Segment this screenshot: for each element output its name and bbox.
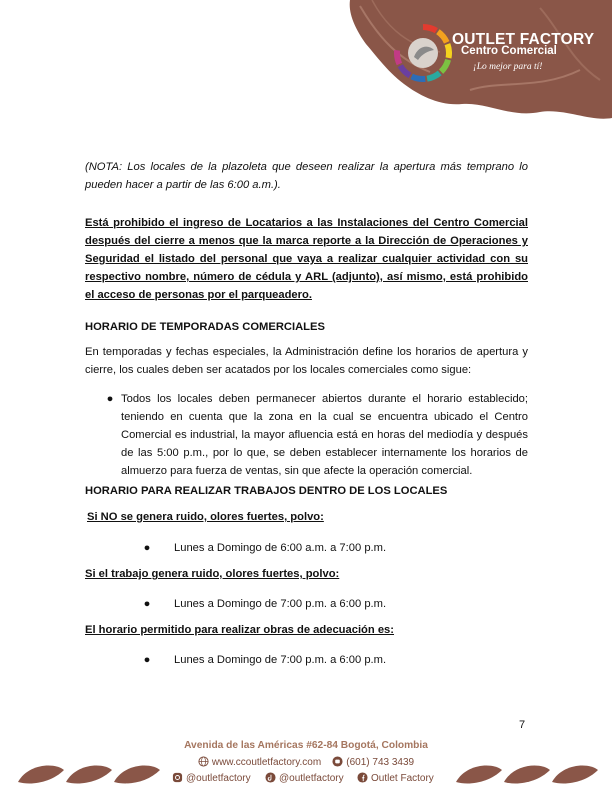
- seasonal-bullet: [103, 390, 528, 480]
- facebook-handle: Outlet Factory: [371, 773, 434, 784]
- tiktok-icon: [265, 772, 276, 783]
- prohibition-paragraph: Está prohibido el ingreso de Locatarios a las Instalaciones del Centro Comercial después del cierre a menos que la marca reporte a la Dirección de Operaciones y Seguridad el listado del personal que vaya a realizar cualquier actividad con su respectivo nombre, número de cédula y ARL (adjunto), así mismo, está prohibido el acceso de personas por el parqueadero.: [85, 217, 528, 301]
- brand-name: OUTLET FACTORY: [452, 31, 595, 48]
- footer-address: Avenida de las Américas #62-84 Bogotá, Colombia: [184, 740, 428, 751]
- no-noise-schedule-text: Lunes a Domingo de 6:00 a.m. a 7:00 p.m.: [174, 542, 387, 554]
- adecuacion-schedule-text: Lunes a Domingo de 7:00 p.m. a 6:00 p.m.: [174, 654, 387, 666]
- page-number: 7: [519, 719, 526, 731]
- footer-leaves-right: [452, 760, 612, 788]
- footer-website[interactable]: www.ccoutletfactory.com: [211, 757, 322, 768]
- note-paragraph: (NOTA: Los locales de la plazoleta que deseen realizar la apertura más temprano lo pueden hacer a partir de las 6:00 a.m.).: [85, 161, 528, 191]
- facebook-icon: [357, 772, 368, 783]
- bullet-glyph: ●: [143, 598, 151, 610]
- header-leaf-decoration: [0, 0, 612, 160]
- tiktok-handle: @outletfactory: [279, 773, 344, 784]
- no-noise-label: Si NO se genera ruido, olores fuertes, polvo:: [87, 511, 324, 523]
- seasonal-intro: En temporadas y fechas especiales, la Administración define los horarios de apertura y cierre, los cuales deben ser acatados por los locales comerciales como sigue:: [85, 346, 528, 376]
- adecuacion-label: El horario permitido para realizar obras de adecuación es:: [85, 624, 395, 636]
- footer-facebook[interactable]: [357, 772, 434, 784]
- footer-tiktok[interactable]: [265, 772, 344, 784]
- globe-icon: [198, 756, 209, 767]
- bullet-glyph: ●: [143, 654, 151, 666]
- phone-icon: [332, 756, 343, 767]
- footer-leaves-left: [14, 760, 174, 788]
- works-heading: HORARIO PARA REALIZAR TRABAJOS DENTRO DE LOS LOCALES: [85, 485, 448, 497]
- noise-schedule-text: Lunes a Domingo de 7:00 p.m. a 6:00 p.m.: [174, 598, 387, 610]
- instagram-handle: @outletfactory: [186, 773, 251, 784]
- seasonal-bullet-text: Todos los locales deben permanecer abiertos durante el horario establecido; teniendo en cuenta que la zona en la cual se encuentra ubicado el Centro Comercial es industrial, la mayor afluencia está en horas del mediodía y después de las 5:00 p.m., por lo que, se deben establecer internamente los horarios de almuerzo para fuerza de ventas, sin que afecte la operación comercial.: [121, 393, 528, 477]
- brand-subtitle: Centro Comercial: [461, 45, 557, 57]
- footer-instagram[interactable]: [172, 772, 251, 784]
- instagram-icon: [172, 772, 183, 783]
- outlet-factory-logo-icon: [394, 24, 452, 82]
- footer-phone[interactable]: (601) 743 3439: [346, 757, 415, 768]
- bullet-glyph: ●: [143, 542, 151, 554]
- noise-label: Si el trabajo genera ruido, olores fuertes, polvo:: [85, 568, 340, 580]
- brand-tagline: ¡Lo mejor para tí!: [473, 62, 543, 72]
- seasonal-heading: HORARIO DE TEMPORADAS COMERCIALES: [85, 321, 325, 333]
- bullet-glyph: ●: [106, 393, 114, 405]
